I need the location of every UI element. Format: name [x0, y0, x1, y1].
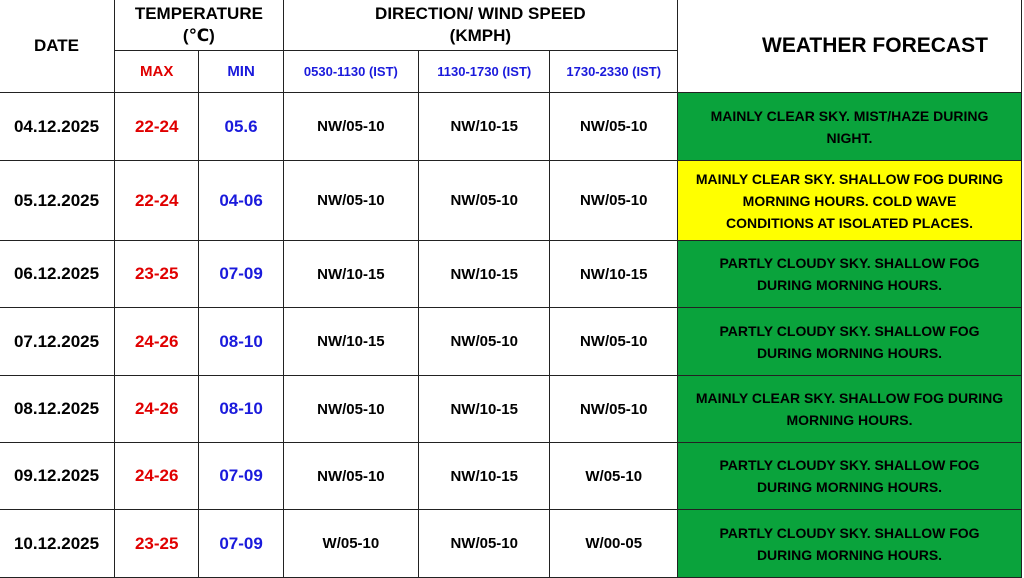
- forecast-cell: [678, 510, 1022, 578]
- forecast-text-line: MORNING HOURS.: [786, 412, 913, 428]
- forecast-cell: [678, 161, 1022, 241]
- wind-slot3-cell: NW/05-10: [550, 308, 678, 376]
- max-temp-cell: 23-25: [115, 241, 199, 308]
- min-temp-cell: 08-10: [199, 308, 283, 376]
- wind-slot2-cell: NW/10-15: [419, 376, 550, 443]
- wind-slot2-cell: NW/05-10: [419, 510, 550, 578]
- wind-slot3-cell: W/05-10: [550, 443, 678, 510]
- max-temp-cell: 24-26: [115, 443, 199, 510]
- table-row: [0, 93, 1022, 161]
- wind-slot3-cell: NW/05-10: [550, 161, 678, 241]
- forecast-text-line: DURING MORNING HOURS.: [756, 479, 943, 495]
- wind-slot2-cell: NW/10-15: [419, 241, 550, 308]
- table-row: [0, 376, 1022, 443]
- max-temp-cell: 23-25: [115, 510, 199, 578]
- forecast-text-line: MORNING HOURS. COLD WAVE: [742, 192, 957, 209]
- forecast-text-line: PARTLY CLOUDY SKY. SHALLOW FOG: [719, 457, 980, 473]
- min-header: MIN: [199, 51, 283, 93]
- forecast-text-line: DURING MORNING HOURS.: [756, 546, 943, 563]
- temperature-unit: (℃): [182, 25, 215, 45]
- wind-slot2-cell: NW/10-15: [419, 443, 550, 510]
- wind-slot1-cell: NW/10-15: [283, 308, 418, 376]
- wind-slot2-cell: NW/05-10: [419, 308, 550, 376]
- date-header: DATE: [0, 0, 115, 93]
- min-temp-cell: 04-06: [199, 161, 283, 241]
- wind-slot1-cell: NW/05-10: [283, 93, 418, 161]
- slot2-header: 1130-1730 (IST): [419, 51, 550, 93]
- wind-slot1-cell: NW/05-10: [283, 376, 418, 443]
- date-cell: 06.12.2025: [0, 241, 115, 308]
- max-temp-cell: 22-24: [115, 93, 199, 161]
- forecast-rows: [0, 93, 1022, 578]
- slot1-header: 0530-1130 (IST): [283, 51, 418, 93]
- min-temp-cell: 05.6: [199, 93, 283, 161]
- date-cell: 05.12.2025: [0, 161, 115, 241]
- table-row: [0, 510, 1022, 578]
- wind-header-label: DIRECTION/ WIND SPEED: [375, 3, 586, 23]
- table-row: [0, 443, 1022, 510]
- temperature-header-label: TEMPERATURE: [134, 3, 263, 23]
- wind-slot1-cell: NW/10-15: [283, 241, 418, 308]
- forecast-header: WEATHER FORECAST: [678, 0, 1022, 93]
- max-temp-cell: 24-26: [115, 376, 199, 443]
- max-header: MAX: [115, 51, 199, 93]
- min-temp-cell: 07-09: [199, 443, 283, 510]
- max-temp-cell: 24-26: [115, 308, 199, 376]
- wind-slot2-cell: NW/05-10: [419, 161, 550, 241]
- forecast-cell: [678, 241, 1022, 308]
- min-temp-cell: 07-09: [199, 510, 283, 578]
- date-cell: 08.12.2025: [0, 376, 115, 443]
- min-temp-cell: 07-09: [199, 241, 283, 308]
- forecast-text-line: NIGHT.: [826, 129, 873, 146]
- wind-slot1-cell: NW/05-10: [283, 161, 418, 241]
- table-row: [0, 308, 1022, 376]
- wind-slot1-cell: NW/05-10: [283, 443, 418, 510]
- forecast-text-line: DURING MORNING HOURS.: [756, 344, 943, 361]
- forecast-cell: [678, 93, 1022, 161]
- forecast-text-line: CONDITIONS AT ISOLATED PLACES.: [725, 214, 974, 231]
- wind-slot3-cell: NW/10-15: [550, 241, 678, 308]
- date-cell: 09.12.2025: [0, 443, 115, 510]
- max-temp-cell: 22-24: [115, 161, 199, 241]
- min-temp-cell: 08-10: [199, 376, 283, 443]
- wind-slot3-cell: NW/05-10: [550, 376, 678, 443]
- forecast-text-line: MAINLY CLEAR SKY. SHALLOW FOG DURING: [695, 170, 1004, 187]
- forecast-text-line: PARTLY CLOUDY SKY. SHALLOW FOG: [719, 524, 980, 541]
- wind-slot1-cell: W/05-10: [283, 510, 418, 578]
- wind-slot3-cell: NW/05-10: [550, 93, 678, 161]
- wind-slot3-cell: W/00-05: [550, 510, 678, 578]
- forecast-text-line: MAINLY CLEAR SKY. MIST/HAZE DURING: [710, 107, 989, 124]
- forecast-text-line: PARTLY CLOUDY SKY. SHALLOW FOG: [719, 322, 980, 339]
- slot3-header: 1730-2330 (IST): [550, 51, 678, 93]
- wind-slot2-cell: NW/10-15: [419, 93, 550, 161]
- wind-unit: (KMPH): [449, 25, 512, 45]
- wind-header: [283, 0, 677, 51]
- date-cell: 04.12.2025: [0, 93, 115, 161]
- forecast-cell: [678, 308, 1022, 376]
- forecast-text-line: MAINLY CLEAR SKY. SHALLOW FOG DURING: [695, 390, 1004, 406]
- forecast-cell: [678, 443, 1022, 510]
- date-cell: 07.12.2025: [0, 308, 115, 376]
- temperature-header: [115, 0, 284, 51]
- date-cell: 10.12.2025: [0, 510, 115, 578]
- forecast-text-line: PARTLY CLOUDY SKY. SHALLOW FOG: [719, 255, 980, 271]
- table-row: [0, 161, 1022, 241]
- forecast-text-line: DURING MORNING HOURS.: [756, 277, 943, 293]
- forecast-cell: [678, 376, 1022, 443]
- table-row: [0, 241, 1022, 308]
